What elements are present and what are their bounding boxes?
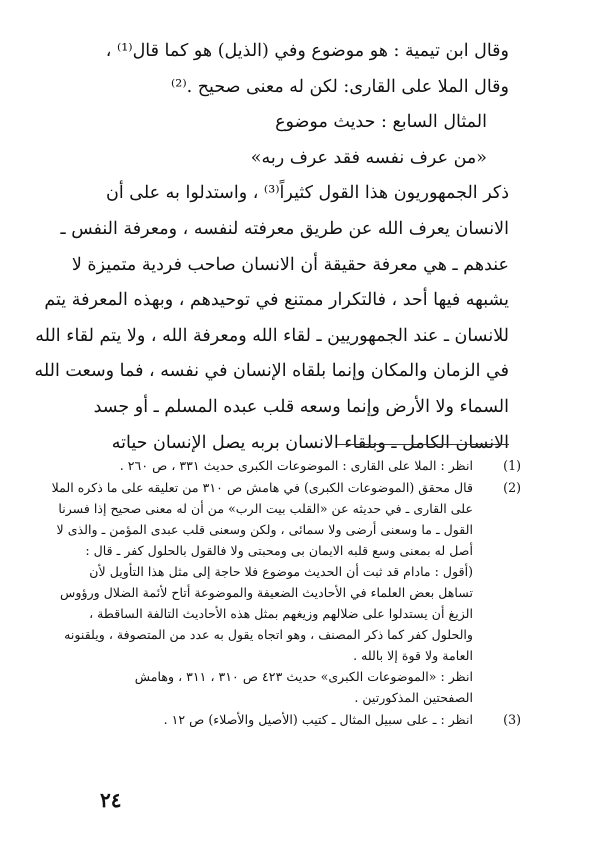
text-line: عندهم ـ هي معرفة حقيقة أن الانسان صاحب فردية متميزة لا	[71, 254, 509, 275]
footnote-line: أصل له بمعنى وسع قلبه الايمان بى ومحبتى ولا فالقول بالحلول كفر ـ قال :	[85, 543, 473, 558]
text-line: السماء ولا الأرض وإنما وسعه قلب عبده المسلم ـ أو جسد	[93, 396, 509, 417]
footnote-line: انظر : «الموضوعات الكبرى» حديث ٤٢٣ ص ٣١٠ ، ٣١١ ، وهامش	[134, 669, 473, 684]
text-line: وقال الملا على القارى: لكن له معنى صحيح .⁽²⁾	[170, 76, 509, 97]
page-number: ٢٤	[100, 788, 122, 812]
footnote-line: القول ـ ما وسعنى أرضى ولا سمائى ، ولكن وسعنى قلب عبدى المؤمن ـ والذى لا	[56, 522, 473, 537]
footnote-separator	[337, 444, 509, 445]
footnote-line: على القارى ـ في حديثه عن «القلب بيت الرب» من أن له معنى صحيح إذا فسرنا	[58, 501, 473, 516]
footnote	[51, 477, 521, 708]
main-text	[34, 34, 509, 461]
footnote	[91, 455, 521, 476]
footnote-number: (2)	[503, 480, 521, 495]
footnote-line: العامة ولا قوة إلا بالله .	[353, 648, 473, 663]
footnote-line: انظر : ـ على سبيل المثال ـ كتيب (الأصيل والأصلاء) ص ١٢ .	[163, 712, 473, 727]
footnotes	[51, 455, 521, 731]
footnote-line: والحلول كفر كما ذكر المصنف ، وهو اتجاه يقول به عدد من المتصوفة ، ويلقنونه	[64, 627, 473, 642]
text-line: يشبهه فيها أحد ، فالتكرار ممتنع في توحيدهم ، وبهذه المعرفة يتم	[44, 290, 509, 311]
footnote-line: قال محقق (الموضوعات الكبرى) في هامش ص ٣١٠ من تعليقه على ما ذكره الملا	[51, 480, 473, 495]
text-line: الانسان يعرف الله عن طريق معرفته لنفسه ، ومعرفة النفس ـ	[60, 218, 509, 239]
quoted-hadith: «من عرف نفسه فقد عرف ربه»	[250, 147, 487, 168]
text-line: للانسان ـ عند الجمهوريين ـ لقاء الله ومعرفة الله ، ولا يتم لقاء الله	[35, 325, 509, 346]
footnote-line: تساهل بعض العلماء في الأحاديث الضعيفة والموضوعة أتاح لأئمة الضلال ورؤوس	[60, 585, 473, 600]
footnote-number: (1)	[503, 458, 521, 473]
footnote	[91, 709, 521, 730]
text-line: وقال ابن تيمية : هو موضوع وفي (الذيل) هو كما قال⁽¹⁾ ،	[105, 41, 509, 61]
footnote-line: الصفحتين المذكورتين .	[354, 690, 473, 705]
text-line: في الزمان والمكان وإنما بلقاه الإنسان في نفسه ، فما وسعت الله	[34, 361, 509, 382]
text-line: الانسان الكامل ـ وبلقاء الانسان بربه يصل الإنسان حياته	[111, 432, 509, 453]
footnote-number: (3)	[503, 712, 521, 727]
footnote-line: (أقول : مادام قد ثبت أن الحديث موضوع فلا حاجة إلى مثل هذا التأويل لأن	[89, 564, 473, 579]
text-line: ذكر الجمهوريون هذا القول كثيراً⁽³⁾ ، واستدلوا به على أن	[106, 183, 509, 204]
example-heading: المثال السابع : حديث موضوع	[275, 112, 487, 133]
footnote-line: الزيغ أن يستدلوا على ضلالهم وزيغهم بمثل هذه الأحاديث التالفة الساقطة ،	[89, 606, 473, 621]
footnote-line: انظر : الملا على القارى : الموضوعات الكبرى حديث ٣٣١ ، ص ٢٦٠ .	[119, 458, 473, 473]
